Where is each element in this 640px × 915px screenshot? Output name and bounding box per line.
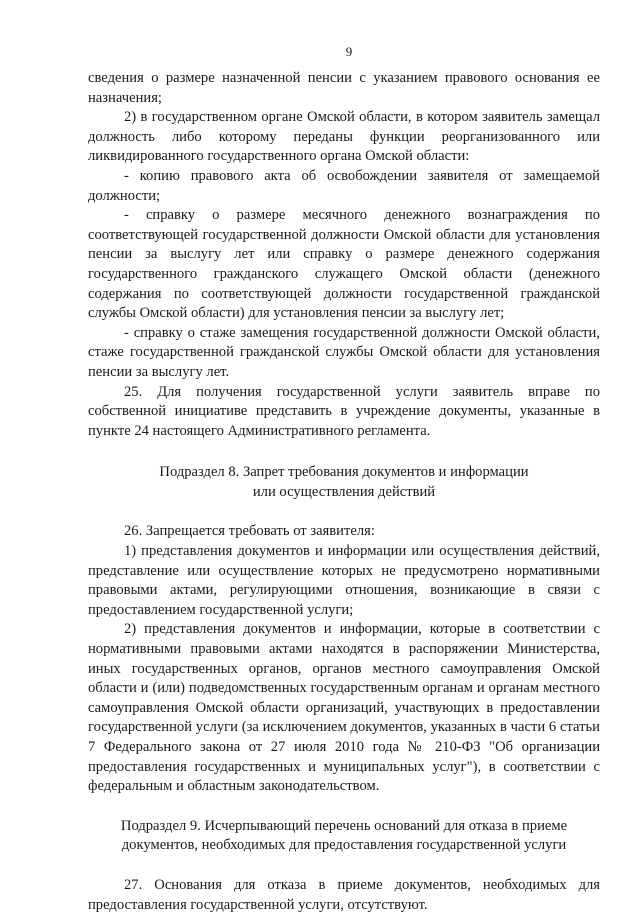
paragraph-item-2: 2) в государственном органе Омской области, в котором заявитель замещал должность либо которому переданы функции реорганизованного или ликвидированного государственного органа Омской области:	[88, 109, 600, 165]
paragraph-26: 26. Запрещается требовать от заявителя:	[124, 523, 375, 540]
paragraph-pension-info: сведения о размере назначенной пенсии с указанием правового основания ее назначения;	[88, 70, 600, 106]
section-8-title-line-2: или осуществления действий	[252, 483, 436, 500]
paragraph-service-certificate: - справку о стаже замещения государственной должности Омской области, стаже государственной гражданской службы Омской области для установления пенсии за выслугу лет.	[88, 324, 600, 380]
section-8-title-line-1: Подраздел 8. Запрет требования документов и информации	[159, 464, 529, 481]
paragraph-25: 25. Для получения государственной услуги заявитель вправе по собственной инициативе представить в учреждение документы, указанные в пункте 24 настоящего Административного регламента.	[88, 383, 600, 439]
page-number: 9	[345, 44, 353, 59]
paragraph-salary-certificate: - справку о размере месячного денежного вознаграждения по соответствующей государственной должности Омской области для установления пенсии за выслугу лет или справку о размере денежного содержания государственного гражданского служащего Омской области (денежного содержания по соответствующей должности государственной гражданской службы Омской области) для установления пенсии за выслугу лет;	[88, 207, 600, 322]
section-9-title-line-1: Подраздел 9. Исчерпывающий перечень оснований для отказа в приеме	[120, 817, 568, 834]
section-9-title-line-2: документов, необходимых для предоставления государственной услуги	[121, 837, 567, 854]
paragraph-27: 27. Основания для отказа в приеме документов, необходимых для предоставления государственной услуги, отсутствуют.	[88, 876, 600, 913]
paragraph-26-item-1: 1) представления документов и информации или осуществления действий, представление или осуществление которых не предусмотрено нормативными правовыми актами, регулирующими отношения, возникающие в связи с предоставлением государственной услуги;	[88, 543, 600, 618]
paragraph-26-item-2: 2) представления документов и информации, которые в соответствии с нормативными правовыми актами находятся в распоряжении Министерства, иных государственных органов, органов местного самоуправления Омской области и (или) подведомственных государственным органам и органам местного самоуправления Омской области организаций, участвующих в предоставлении государственной услуги (за исключением документов, указанных в части 6 статьи 7 Федерального закона от 27 июля 2010 года № 210-ФЗ "Об организации предоставления государственных и муниципальных услуг"), в соответствии с федеральным и областным законодательством.	[88, 621, 600, 795]
paragraph-copy-legal-act: - копию правового акта об освобождении заявителя от замещаемой должности;	[88, 167, 600, 204]
